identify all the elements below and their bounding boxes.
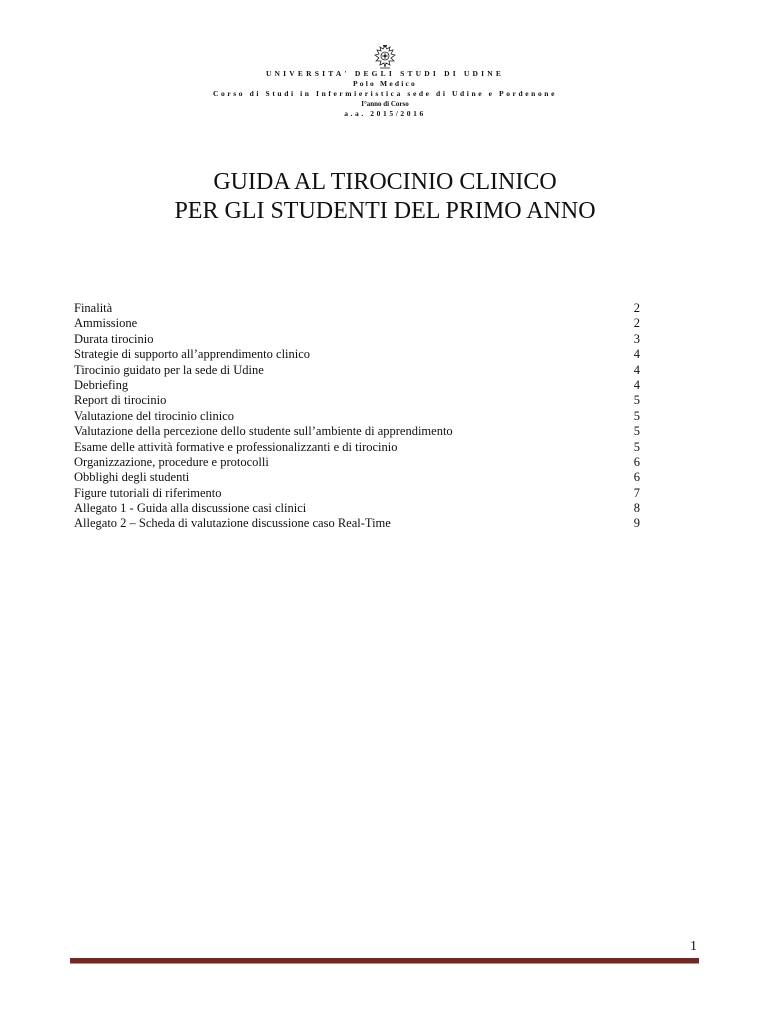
toc-entry-page: 6	[633, 470, 640, 485]
toc-entry-page: 8	[633, 501, 640, 516]
toc-entry[interactable]	[74, 301, 640, 316]
footer-rule	[70, 958, 699, 964]
toc-entry-page: 4	[633, 347, 640, 362]
university-name: UNIVERSITA' DEGLI STUDI DI UDINE	[265, 69, 505, 78]
toc-entry[interactable]	[74, 393, 640, 408]
toc-entry-label: Strategie di supporto all’apprendimento clinico	[74, 347, 311, 362]
toc-entry-label: Organizzazione, procedure e protocolli	[74, 454, 269, 469]
toc-entry-label: Report di tirocinio	[74, 393, 167, 408]
toc-entry-page: 7	[633, 485, 640, 500]
toc-entry[interactable]	[74, 409, 640, 424]
toc-entry[interactable]	[74, 501, 640, 516]
toc-entry-page: 2	[633, 316, 640, 331]
toc-entry-label: Figure tutoriali di riferimento	[74, 485, 222, 500]
toc-entry[interactable]	[74, 455, 640, 470]
toc-entry[interactable]	[74, 516, 640, 531]
toc-entry-page: 4	[633, 362, 640, 377]
toc-entry-page: 6	[633, 454, 640, 469]
page-number: 1	[690, 939, 697, 954]
toc-entry[interactable]	[74, 486, 640, 501]
course-name: Corso di Studi in Infermieristica sede di Udine e Pordenone	[212, 89, 558, 98]
toc-entry-label: Obblighi degli studenti	[74, 470, 190, 485]
title-line-2: PER GLI STUDENTI DEL PRIMO ANNO	[174, 198, 596, 224]
toc-entry-label: Allegato 1 - Guida alla discussione casi clinici	[74, 501, 307, 516]
toc-entry-label: Finalità	[74, 301, 113, 315]
toc-entry[interactable]	[74, 347, 640, 362]
toc-entry-label: Tirocinio guidato per la sede di Udine	[74, 362, 264, 377]
toc-entry-page: 5	[633, 393, 640, 408]
toc-entry[interactable]	[74, 363, 640, 378]
university-crest-icon	[370, 44, 400, 70]
toc-entry-page: 9	[633, 516, 640, 531]
document-title	[0, 168, 770, 226]
toc-entry-label: Debriefing	[74, 377, 129, 392]
toc-entry-page: 2	[633, 301, 640, 315]
toc-entry-page: 5	[633, 439, 640, 454]
toc-entry[interactable]	[74, 424, 640, 439]
toc-entry-label: Valutazione del tirocinio clinico	[74, 408, 235, 423]
toc-entry-label: Ammissione	[74, 316, 138, 331]
toc-entry[interactable]	[74, 470, 640, 485]
toc-entry-page: 5	[633, 424, 640, 439]
title-line-1: GUIDA AL TIROCINIO CLINICO	[213, 169, 557, 195]
document-header	[0, 69, 770, 119]
toc-entry[interactable]	[74, 440, 640, 455]
toc-entry-page: 3	[633, 331, 640, 346]
toc-entry-page: 4	[633, 377, 640, 392]
academic-year: a.a. 2015/2016	[344, 109, 426, 118]
polo-name: Polo Medico	[353, 79, 417, 88]
toc-entry[interactable]	[74, 378, 640, 393]
table-of-contents	[74, 301, 640, 532]
toc-entry[interactable]	[74, 316, 640, 331]
toc-entry-label: Valutazione della percezione dello studente sull’ambiente di apprendimento	[74, 424, 453, 439]
toc-entry-label: Durata tirocinio	[74, 331, 154, 346]
toc-entry-page: 5	[633, 408, 640, 423]
toc-entry[interactable]	[74, 332, 640, 347]
toc-entry-label: Allegato 2 – Scheda di valutazione discussione caso Real-Time	[74, 516, 391, 531]
year-of-course: I°anno di Corso	[361, 100, 409, 108]
toc-entry-label: Esame delle attività formative e professionalizzanti e di tirocinio	[74, 439, 398, 454]
